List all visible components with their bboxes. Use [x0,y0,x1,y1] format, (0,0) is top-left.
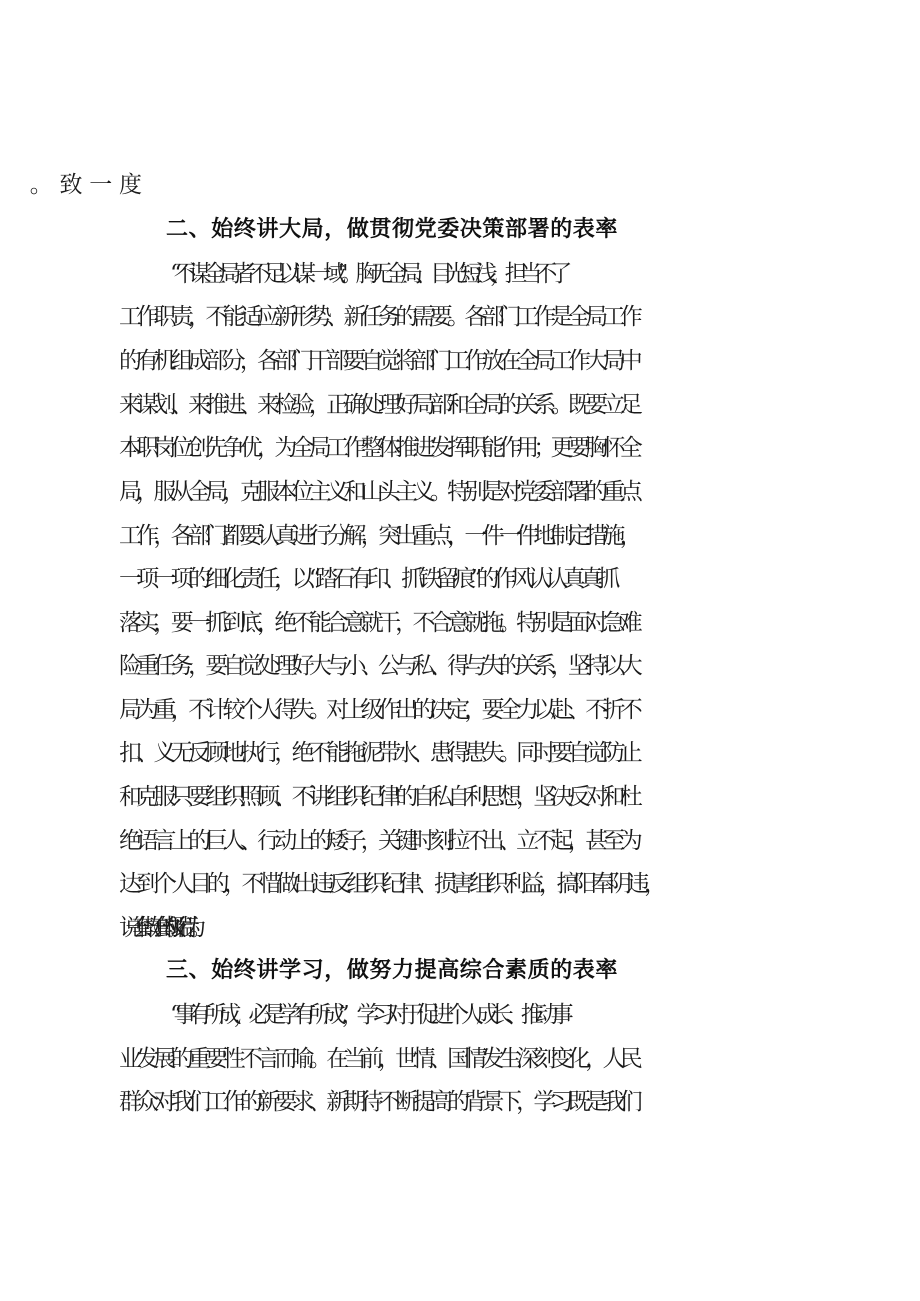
paragraph-line: 扣、义无反顾地执行，绝不能拖泥带水、患得患失。同时要自觉防止 [119,740,638,766]
paragraph-line: 工作职责，不能适应新形势、新任务的需要。各部门工作是全局工作 [119,304,638,330]
paragraph-line: 的有机组成部分，各部门干部要自觉将部门工作放在全局工作大局中 [119,348,638,374]
paragraph-line: 来谋划、来推进、来检验，正确处理好局部和全局的关系。既要立足 [119,392,638,418]
paragraph-line: 群众对我们工作的新要求、新期待不断提高的背景下，学习既是我们 [119,1089,638,1115]
paragraph-line: 一项一项的细化责任，以“踏石有印、抓铁留痕”的作风认认真真抓 [119,566,615,592]
paragraph-line: 说一套做一套的极端行为。 [119,915,197,941]
paragraph-line: “不谋全局者不足以谋一域"。胸无全局、目光短浅，担当不了 [170,261,565,287]
paragraph-line: 险重任务，要自觉处理好大与小、公与私、得与失的关系，坚持以大 [119,653,638,679]
paragraph-line: 业发展的重要性不言而喻。在当前，世情、国情发生深刻变化，人民 [119,1046,638,1072]
paragraph-line: 达到个人目的，不惜做出违反组织纪律、损害组织利益，搞阳奉阴违， [119,871,662,897]
paragraph-line: 落实，要一抓到底，绝不能合意就干，不合意就拖。特别是面对急难 [119,610,638,636]
paragraph-line: 局为重，不计较个人得失。对上级作出的决定，要全力以赴、不折不 [119,697,638,723]
paragraph-line: 和克服只要组织照顾、不讲组织纪律的自私自利思想，坚决反对和杜 [119,784,638,810]
section-heading: 三、始终讲学习，做努力提高综合素质的表率 [166,958,619,983]
paragraph-line: 绝语言上的巨人、行动上的矮子，关键时刻拉不出、立不起，甚至为 [119,828,638,854]
paragraph-line: 本职岗位创先争优，为全局工作整体推进发挥职能作用；更要胸怀全 [119,435,638,461]
paragraph-line: 局，服从全局，克服本位主义和山头主义。特别是对党委部署的重点 [119,479,638,505]
paragraph-line: 工作，各部门都要认真进行分解，突出重点，一件一件地制定措施， [119,523,638,549]
section-heading: 二、始终讲大局，做贯彻党委决策部署的表率 [166,217,619,242]
paragraph-line: “事有所成，必是学有所成”，学习对于促进个人成长、推动事 [170,1002,566,1028]
paragraph-line [0,165,920,205]
